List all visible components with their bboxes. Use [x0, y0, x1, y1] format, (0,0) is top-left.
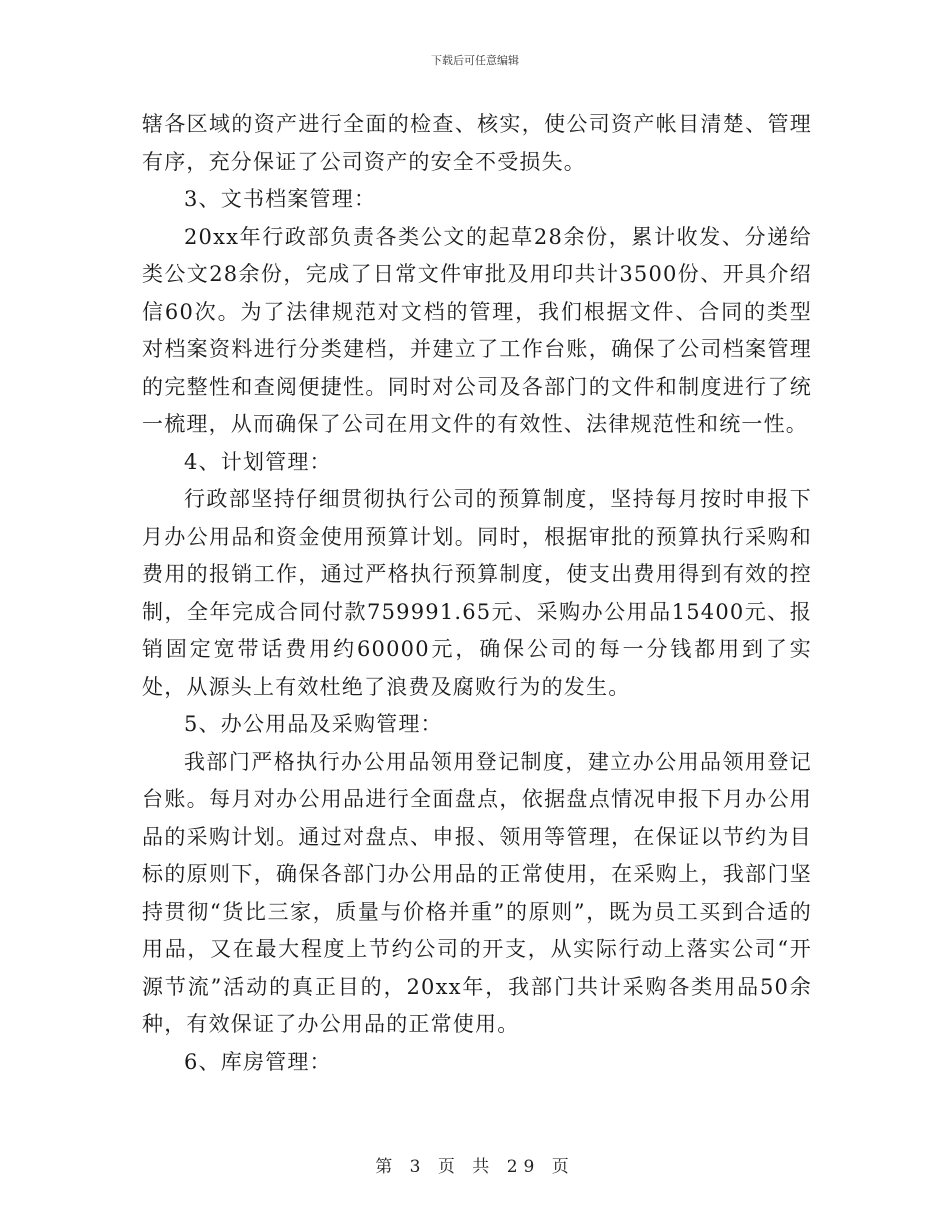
document-body	[142, 106, 812, 1081]
section-heading-document-archive: 3、文书档案管理：	[184, 187, 377, 211]
page-header: 下载后可任意编辑	[431, 54, 519, 67]
paragraph-continuation: 辖各区域的资产进行全面的检查、核实，使公司资产帐目清楚、管理有序，充分保证了公司资产的安全不受损失。	[142, 112, 812, 174]
section-heading-warehouse: 6、库房管理：	[184, 1049, 332, 1074]
page-footer: 第 3 页 共 29 页	[375, 1157, 575, 1177]
section-heading-planning: 4、计划管理：	[184, 449, 332, 474]
paragraph-document-archive: 20xx年行政部负责各类公文的起草28余份，累计收发、分递给类公文28余份，完成了日常文件审批及用印共计3500份、开具介绍信60次。为了法律规范对文档的管理，我们根据文件、合同的类型对档案资料进行分类建档，并建立了工作台账，确保了公司档案管理的完整性和查阅便捷性。同时对公司及各部门的文件和制度进行了统一梳理，从而确保了公司在用文件的有效性、法律规范性和统一性。	[142, 224, 813, 436]
paragraph-planning: 行政部坚持仔细贯彻执行公司的预算制度，坚持每月按时申报下月办公用品和资金使用预算计划。同时，根据审批的预算执行采购和费用的报销工作，通过严格执行预算制度，使支出费用得到有效的控制，全年完成合同付款759991.65元、采购办公用品15400元、报销固定宽带话费用约60000元，确保公司的每一分钱都用到了实处，从源头上有效杜绝了浪费及腐败行为的发生。	[142, 487, 812, 699]
section-heading-office-supplies: 5、办公用品及采购管理：	[184, 712, 443, 736]
paragraph-office-supplies: 我部门严格执行办公用品领用登记制度，建立办公用品领用登记台账。每月对办公用品进行全面盘点，依据盘点情况申报下月办公用品的采购计划。通过对盘点、申报、领用等管理，在保证以节约为目标的原则下，确保各部门办公用品的正常使用，在采购上，我部门坚持贯彻“货比三家，质量与价格并重”的原则”，既为员工买到合适的用品，又在最大程度上节约公司的开支，从实际行动上落实公司“开源节流”活动的真正目的，20xx年，我部门共计采购各类用品50余种，有效保证了办公用品的正常使用。	[142, 749, 812, 1036]
